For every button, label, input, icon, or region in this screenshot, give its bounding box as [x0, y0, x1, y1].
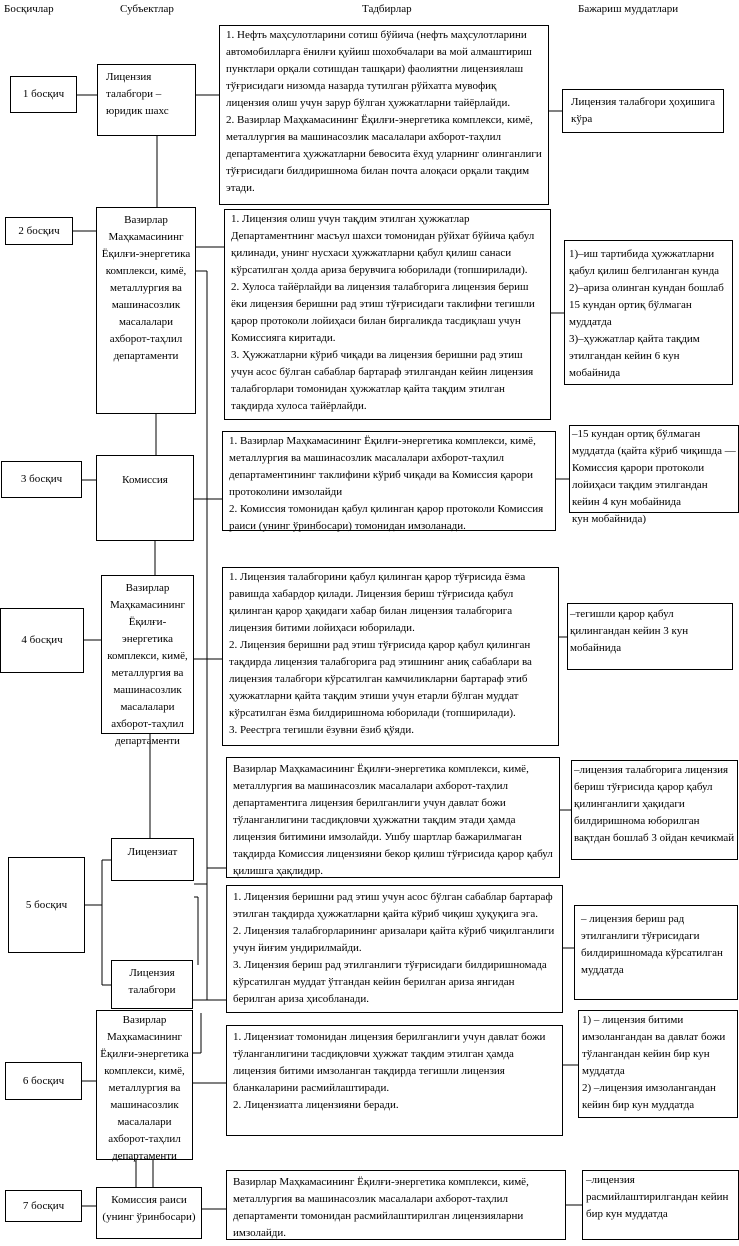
subject-department-step6: Вазирлар Маҳкамасининг Ёқилғи-энергетика комплекси, кимё, металлургия ва машинасозлик масалалари ахборот-таҳлил департаменти: [96, 1010, 193, 1160]
action-step-1: 1. Нефть маҳсулотларини сотиш бўйича (нефть маҳсулотларини автомобилларга ёнилғи қуйиш шохобчалари ва мой алмаштириш пунктлари орқали сотишдан ташқари) фаолиятни лицензиялаш тўғрисидаги низомда назарда тутилган рўйхатга мувофиқ лицензия олиш учун зарур бўлган ҳужжатларни тайёрлайди. 2. Вазирлар Маҳкамасининг Ёқилғи-энергетика комплекси, кимё, металлургия ва машинасозлик масалалари ахборот-таҳлил департаментига ҳужжатларни бевосита ёхуд уларнинг олинганлиги тўғрисидаги билдиришнома билан почта алоқаси орқали тақдим этади.: [219, 25, 549, 205]
step-1: 1 босқич: [10, 76, 77, 113]
deadline-step-7: –лицензия расмийлаштирилгандан кейин бир кун муддатда: [582, 1170, 739, 1240]
subject-commission: Комиссия: [96, 455, 194, 541]
deadline-step-4: –тегишли қарор қабул қилингандан кейин 3 кун мобайнида: [567, 603, 733, 670]
step-6: 6 босқич: [5, 1062, 82, 1100]
action-step-6: 1. Лицензиат томонидан лицензия берилганлиги учун давлат божи тўланганлигини тасдиқловчи ҳужжат тақдим этилган ҳамда лицензия битими имзоланган тақдирда тегишли лицензия бланкаларини расмийлаштиради. 2. Лицензиатга лицензияни беради.: [226, 1025, 563, 1136]
step-5: 5 босқич: [8, 857, 85, 953]
deadline-step-5-applicant: – лицензия бериш рад этилганлиги тўғрисидаги билдиришномада кўрсатилган муддатда: [574, 905, 738, 1000]
action-step-4: 1. Лицензия талабгорини қабул қилинган қарор тўғрисида ёзма равишда хабардор қилади. Лицензия бериш тўғрисида қабул қилинган қарор ҳақидаги хабар билан лицензия талабгорига лицензия битими лойиҳаси юборилади. 2. Лицензия беришни рад этиш тўғрисида қарор қабул қилинган тақдирда лицензия талабгорига рад этишнинг аниқ сабаблари ва лицензия талабгори кўрсатилган камчиликларни бартараф этиб ҳужжатларни қайта тақдим этиши учун етарли бўлган муддат кўрсатилган ёзма билдиришнома юборилади (топширилади). 3. Реестрга тегишли ёзувни ёзиб қўяди.: [222, 567, 559, 746]
header-deadlines: Бажариш муддатлари: [578, 3, 679, 15]
subject-department-step2: Вазирлар Маҳкамасининг Ёқилғи-энергетика комплекси, кимё, металлургия ва машинасозлик масалалари ахборот-таҳлил департаменти: [96, 207, 196, 414]
subject-applicant: Лицензия талабгори: [111, 960, 193, 1009]
action-step-3: 1. Вазирлар Маҳкамасининг Ёқилғи-энергетика комплекси, кимё, металлургия ва машинасозлик масалалари ахборот-таҳлил департаментининг таклифини кўриб чиқади ва Комиссия қарори протоколини имзолайди 2. Комиссия томонидан қабул қилинган қарор протоколи Комиссия раиси (унинг ўринбосари) томонидан имзоланади.: [222, 431, 556, 531]
step-3: 3 босқич: [1, 461, 82, 498]
step-4: 4 босқич: [0, 608, 84, 673]
subject-licensee: Лицензиат: [111, 838, 194, 881]
action-step-7: Вазирлар Маҳкамасининг Ёқилғи-энергетика комплекси, кимё, металлургия ва машинасозлик масалалари ахборот-таҳлил департаменти томонидан расмийлаштирилган лицензияларни имзолайди.: [226, 1170, 566, 1240]
deadline-step-1: Лицензия талабгори ҳоҳишига кўра: [562, 89, 724, 133]
deadline-step-6: 1) – лицензия битими имзолангандан ва давлат божи тўлангандан кейин бир кун муддатда 2) –лицензия имзолангандан кейин бир кун муддатда: [578, 1010, 738, 1118]
subject-commission-chair: Комиссия раиси (унинг ўринбосари): [96, 1187, 202, 1239]
action-step-5-licensee: Вазирлар Маҳкамасининг Ёқилғи-энергетика комплекси, кимё, металлургия ва машинасозлик масалалари ахборот-таҳлил департаментига лицензия берилганлиги учун давлат божи тўланганлигини тасдиқловчи ҳужжатни тақдим этади ҳамда лицензия битимини имзолайди. Ушбу шартлар бажарилмаган тақдирда Комиссия лицензияни бекор қилиш тўғрисида қарор қабул қилишга ҳақлидир.: [226, 757, 560, 878]
deadline-step-5-licensee: –лицензия талабгорига лицензия бериш тўғрисида қарор қабул қилинганлиги ҳақидаги билдиришнома юборилган вақтдан бошлаб 3 ойдан кечикмай: [571, 760, 738, 860]
subject-department-step4: Вазирлар Маҳкамасининг Ёқилғи-энергетика комплекси, кимё, металлургия ва машинасозлик масалалари ахборот-таҳлил департаменти: [101, 575, 194, 734]
deadline-step-3: –15 кундан ортиқ бўлмаган муддатда (қайта кўриб чиқишда — Комиссия қарори протоколи лойиҳаси тақдим этилгандан кейин 4 кун мобайнида кун мобайнида): [569, 425, 739, 513]
step-2: 2 босқич: [5, 217, 73, 245]
step-7: 7 босқич: [5, 1190, 82, 1222]
deadline-step-2: 1)–иш тартибида ҳужжатларни қабул қилиш белгиланган кунда 2)–ариза олинган кундан бошлаб 15 кундан ортиқ бўлмаган муддатда 3)–ҳужжатлар қайта тақдим этилгандан кейин 6 кун мобайнида: [564, 240, 733, 385]
header-subjects: Субъектлар: [120, 3, 174, 15]
header-actions: Тадбирлар: [362, 3, 412, 15]
subject-applicant-legal-entity: Лицензия талабгори – юридик шахс: [97, 64, 196, 136]
header-stages: Босқичлар: [4, 3, 54, 15]
action-step-2: 1. Лицензия олиш учун тақдим этилган ҳужжатлар Департаментнинг масъул шахси томонидан рўйхат бўйича қабул қилинади, унинг нусхаси ҳужжатларни қабул қилиш санаси кўрсатилган ҳолда ариза берувчига юборилади (топширилади). 2. Хулоса тайёрлайди ва лицензия талабгорига лицензия бериш ёки лицензия беришни рад этиш тўғрисидаги таклифни тегишли қарор протоколи лойиҳаси билан биргаликда тасдиқлаш учун Комиссияга киритади. 3. Ҳужжатларни кўриб чиқади ва лицензия беришни рад этиш учун асос бўлган сабаблар бартараф этилгандан кейин лицензия талабгорлари томонидан ҳужжатлар қайта тақдим этилган тақдирда хулоса тайёрлайди.: [224, 209, 551, 420]
action-step-5-applicant: 1. Лицензия беришни рад этиш учун асос бўлган сабаблар бартараф этилган тақдирда ҳужжатларни қайта кўриб чиқиш ҳуқуқига эга. 2. Лицензия талабгорларининг аризалари қайта кўриб чиқилганлиги учун йиғим ундирилмайди. 3. Лицензия бериш рад этилганлиги тўғрисидаги билдиришномада кўрсатилган муддат ўтгандан кейин берилган ариза янгидан берилган ариза ҳисобланади.: [226, 885, 563, 1013]
